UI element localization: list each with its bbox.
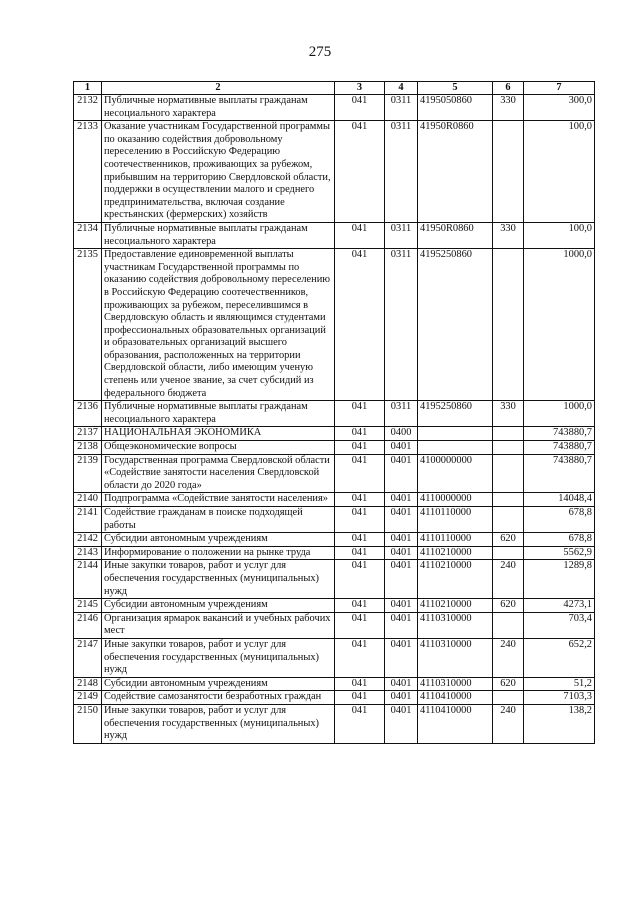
target-code-cell: 4195250860 <box>418 401 493 427</box>
row-name-cell: Организация ярмарок вакансий и учебных рабочих мест <box>102 612 335 638</box>
row-name-cell: Субсидии автономным учреждениям <box>102 677 335 691</box>
expense-type-cell <box>493 121 524 223</box>
table-row <box>74 691 595 705</box>
target-code-cell: 4110410000 <box>418 704 493 743</box>
target-code-cell: 4110310000 <box>418 677 493 691</box>
amount-cell: 1000,0 <box>524 249 595 401</box>
table-row <box>74 427 595 441</box>
row-number-cell: 2144 <box>74 560 102 599</box>
expense-type-cell <box>493 612 524 638</box>
row-number-cell: 2136 <box>74 401 102 427</box>
table-row <box>74 533 595 547</box>
target-code-cell: 4110310000 <box>418 638 493 677</box>
ministry-code-cell: 041 <box>335 599 385 613</box>
target-code-cell: 4110210000 <box>418 546 493 560</box>
expense-type-cell <box>493 507 524 533</box>
table-row <box>74 612 595 638</box>
row-number-cell: 2142 <box>74 533 102 547</box>
amount-cell: 743880,7 <box>524 441 595 455</box>
section-code-cell: 0311 <box>385 95 418 121</box>
section-code-cell: 0401 <box>385 441 418 455</box>
column-header: 5 <box>418 82 493 95</box>
row-number-cell: 2145 <box>74 599 102 613</box>
target-code-cell: 4110210000 <box>418 560 493 599</box>
expense-type-cell: 330 <box>493 95 524 121</box>
amount-cell: 678,8 <box>524 533 595 547</box>
row-name-cell: Информирование о положении на рынке труда <box>102 546 335 560</box>
table-row <box>74 493 595 507</box>
target-code-cell <box>418 441 493 455</box>
row-number-cell: 2143 <box>74 546 102 560</box>
target-code-cell: 41950R0860 <box>418 121 493 223</box>
table-header-row <box>74 82 595 95</box>
expense-type-cell <box>493 493 524 507</box>
section-code-cell: 0401 <box>385 533 418 547</box>
section-code-cell: 0311 <box>385 222 418 248</box>
column-header: 1 <box>74 82 102 95</box>
row-number-cell: 2137 <box>74 427 102 441</box>
section-code-cell: 0401 <box>385 560 418 599</box>
amount-cell: 743880,7 <box>524 427 595 441</box>
target-code-cell: 4110210000 <box>418 599 493 613</box>
ministry-code-cell: 041 <box>335 427 385 441</box>
ministry-code-cell: 041 <box>335 638 385 677</box>
target-code-cell <box>418 427 493 441</box>
expense-type-cell: 240 <box>493 704 524 743</box>
amount-cell: 743880,7 <box>524 454 595 493</box>
row-name-cell: Общеэкономические вопросы <box>102 441 335 455</box>
row-name-cell: Иные закупки товаров, работ и услуг для обеспечения государственных (муниципальных) нужд <box>102 638 335 677</box>
expense-type-cell <box>493 546 524 560</box>
row-name-cell: Содействие самозанятости безработных граждан <box>102 691 335 705</box>
table-row <box>74 222 595 248</box>
amount-cell: 4273,1 <box>524 599 595 613</box>
amount-cell: 14048,4 <box>524 493 595 507</box>
ministry-code-cell: 041 <box>335 560 385 599</box>
expense-type-cell: 620 <box>493 599 524 613</box>
ministry-code-cell: 041 <box>335 677 385 691</box>
amount-cell: 652,2 <box>524 638 595 677</box>
section-code-cell: 0401 <box>385 691 418 705</box>
ministry-code-cell: 041 <box>335 546 385 560</box>
ministry-code-cell: 041 <box>335 249 385 401</box>
target-code-cell: 4110000000 <box>418 493 493 507</box>
expense-type-cell: 240 <box>493 638 524 677</box>
row-name-cell: Содействие гражданам в поиске подходящей работы <box>102 507 335 533</box>
target-code-cell: 4110310000 <box>418 612 493 638</box>
amount-cell: 5562,9 <box>524 546 595 560</box>
ministry-code-cell: 041 <box>335 691 385 705</box>
target-code-cell: 4195050860 <box>418 95 493 121</box>
target-code-cell: 4195250860 <box>418 249 493 401</box>
row-number-cell: 2138 <box>74 441 102 455</box>
row-number-cell: 2132 <box>74 95 102 121</box>
ministry-code-cell: 041 <box>335 704 385 743</box>
table-row <box>74 546 595 560</box>
expense-type-cell: 620 <box>493 533 524 547</box>
row-number-cell: 2141 <box>74 507 102 533</box>
column-header: 6 <box>493 82 524 95</box>
section-code-cell: 0401 <box>385 507 418 533</box>
row-name-cell: Публичные нормативные выплаты гражданам несоциального характера <box>102 222 335 248</box>
row-name-cell: Иные закупки товаров, работ и услуг для обеспечения государственных (муниципальных) нужд <box>102 704 335 743</box>
amount-cell: 300,0 <box>524 95 595 121</box>
row-name-cell: Публичные нормативные выплаты гражданам несоциального характера <box>102 95 335 121</box>
ministry-code-cell: 041 <box>335 222 385 248</box>
section-code-cell: 0401 <box>385 677 418 691</box>
amount-cell: 1000,0 <box>524 401 595 427</box>
ministry-code-cell: 041 <box>335 401 385 427</box>
row-name-cell: Государственная программа Свердловской области «Содействие занятости населения Свердловской области до 2020 года» <box>102 454 335 493</box>
row-number-cell: 2135 <box>74 249 102 401</box>
section-code-cell: 0311 <box>385 249 418 401</box>
target-code-cell: 4110110000 <box>418 507 493 533</box>
section-code-cell: 0401 <box>385 546 418 560</box>
section-code-cell: 0401 <box>385 599 418 613</box>
row-name-cell: Подпрограмма «Содействие занятости населения» <box>102 493 335 507</box>
amount-cell: 138,2 <box>524 704 595 743</box>
row-number-cell: 2140 <box>74 493 102 507</box>
table-row <box>74 401 595 427</box>
row-name-cell: Публичные нормативные выплаты гражданам несоциального характера <box>102 401 335 427</box>
table-row <box>74 121 595 223</box>
expense-type-cell <box>493 691 524 705</box>
section-code-cell: 0401 <box>385 704 418 743</box>
table-row <box>74 507 595 533</box>
table-row <box>74 560 595 599</box>
section-code-cell: 0401 <box>385 638 418 677</box>
table-row <box>74 249 595 401</box>
ministry-code-cell: 041 <box>335 493 385 507</box>
ministry-code-cell: 041 <box>335 121 385 223</box>
row-name-cell: Субсидии автономным учреждениям <box>102 533 335 547</box>
amount-cell: 100,0 <box>524 121 595 223</box>
page-number: 275 <box>308 44 332 60</box>
expense-type-cell: 330 <box>493 222 524 248</box>
row-number-cell: 2148 <box>74 677 102 691</box>
expense-type-cell <box>493 441 524 455</box>
section-code-cell: 0401 <box>385 612 418 638</box>
ministry-code-cell: 041 <box>335 533 385 547</box>
table-row <box>74 441 595 455</box>
row-number-cell: 2133 <box>74 121 102 223</box>
expense-type-cell <box>493 249 524 401</box>
target-code-cell: 41950R0860 <box>418 222 493 248</box>
column-header: 3 <box>335 82 385 95</box>
row-number-cell: 2147 <box>74 638 102 677</box>
target-code-cell: 4110410000 <box>418 691 493 705</box>
budget-table <box>73 81 595 744</box>
table-row <box>74 677 595 691</box>
amount-cell: 678,8 <box>524 507 595 533</box>
section-code-cell: 0401 <box>385 493 418 507</box>
section-code-cell: 0311 <box>385 401 418 427</box>
table-row <box>74 454 595 493</box>
column-header: 4 <box>385 82 418 95</box>
row-number-cell: 2139 <box>74 454 102 493</box>
section-code-cell: 0401 <box>385 454 418 493</box>
expense-type-cell <box>493 427 524 441</box>
ministry-code-cell: 041 <box>335 454 385 493</box>
table-row <box>74 95 595 121</box>
amount-cell: 100,0 <box>524 222 595 248</box>
row-number-cell: 2134 <box>74 222 102 248</box>
ministry-code-cell: 041 <box>335 612 385 638</box>
table-row <box>74 704 595 743</box>
expense-type-cell: 330 <box>493 401 524 427</box>
row-number-cell: 2150 <box>74 704 102 743</box>
row-name-cell: НАЦИОНАЛЬНАЯ ЭКОНОМИКА <box>102 427 335 441</box>
ministry-code-cell: 041 <box>335 507 385 533</box>
row-number-cell: 2149 <box>74 691 102 705</box>
section-code-cell: 0311 <box>385 121 418 223</box>
amount-cell: 51,2 <box>524 677 595 691</box>
row-number-cell: 2146 <box>74 612 102 638</box>
ministry-code-cell: 041 <box>335 441 385 455</box>
column-header: 2 <box>102 82 335 95</box>
row-name-cell: Предоставление единовременной выплаты участникам Государственной программы по оказанию содействия добровольному переселению в Российскую Федерацию соотечественников, проживающих за рубежом, переселившимся в Свердловскую область и являющимся студентами профессиональных образовательных организаций и образовательных организаций высшего образования, расположенных на территории Свердловской области, либо имеющим ученую степень или ученое звание, за счет субсидий из федерального бюджета <box>102 249 335 401</box>
amount-cell: 703,4 <box>524 612 595 638</box>
amount-cell: 1289,8 <box>524 560 595 599</box>
expense-type-cell <box>493 454 524 493</box>
table-row <box>74 638 595 677</box>
table-row <box>74 599 595 613</box>
row-name-cell: Субсидии автономным учреждениям <box>102 599 335 613</box>
section-code-cell: 0400 <box>385 427 418 441</box>
target-code-cell: 4110110000 <box>418 533 493 547</box>
expense-type-cell: 620 <box>493 677 524 691</box>
column-header: 7 <box>524 82 595 95</box>
amount-cell: 7103,3 <box>524 691 595 705</box>
row-name-cell: Иные закупки товаров, работ и услуг для обеспечения государственных (муниципальных) нужд <box>102 560 335 599</box>
ministry-code-cell: 041 <box>335 95 385 121</box>
target-code-cell: 4100000000 <box>418 454 493 493</box>
expense-type-cell: 240 <box>493 560 524 599</box>
row-name-cell: Оказание участникам Государственной программы по оказанию содействия добровольному переселению в Российскую Федерацию соотечественников, проживающих за рубежом, прибывшим на территорию Свердловской области, поддержки в осуществлении малого и среднего предпринимательства, включая создание крестьянских (фермерских) хозяйств <box>102 121 335 223</box>
